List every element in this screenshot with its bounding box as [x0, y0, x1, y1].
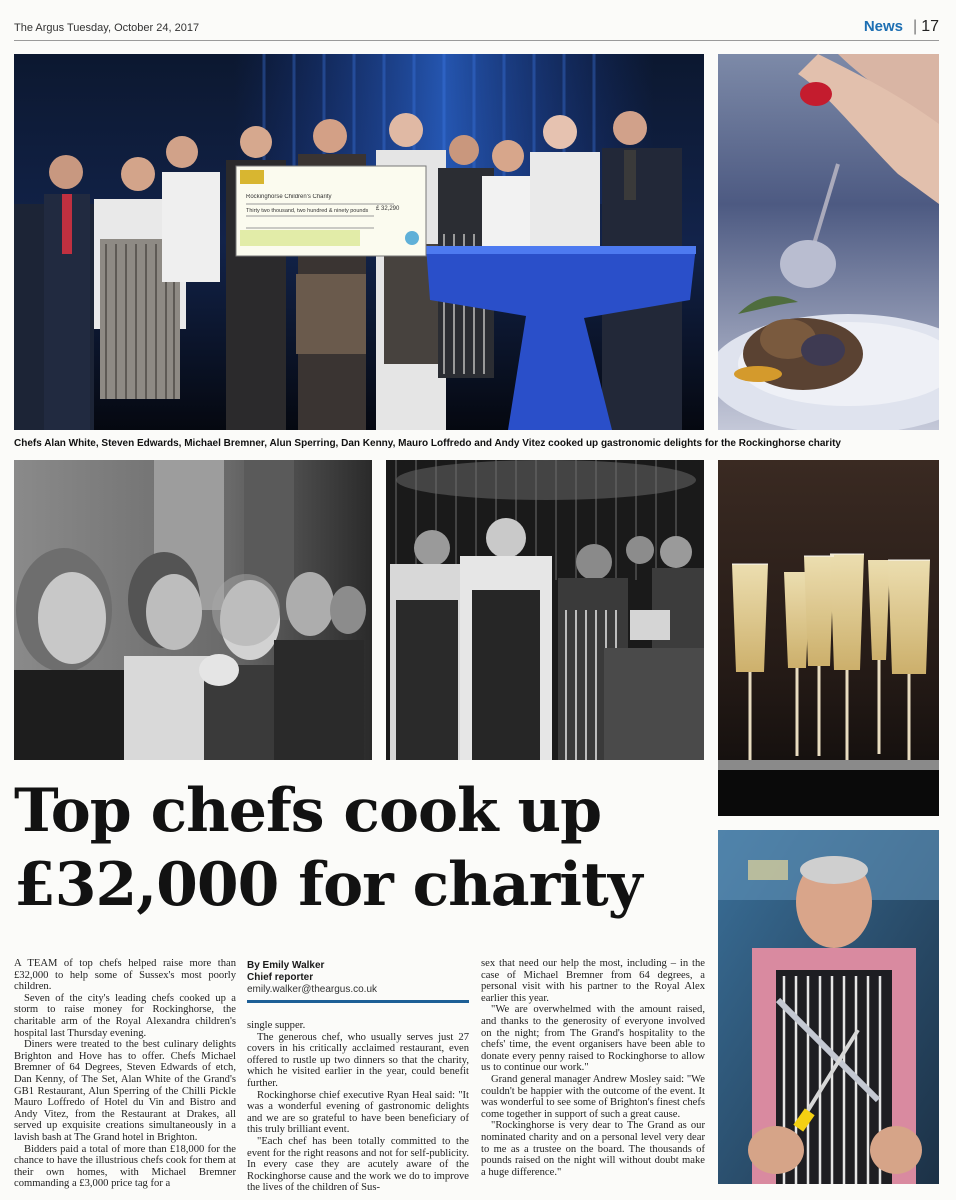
section-label: News	[863, 18, 903, 35]
headline-line-2: £32,000 for charity	[14, 850, 642, 920]
paragraph: single supper.	[247, 1020, 306, 1031]
headline	[14, 774, 704, 922]
paragraph: "We are overwhelmed with the amount raised, and thanks to the generosity of everyone involved on the night; from The Grand's hospitality to the chefs' time, the event organisers have been able to donate every penny raised to Rockinghorse to allow us to continue our work."	[481, 1004, 705, 1074]
page-number: | 17	[913, 18, 939, 36]
paragraph: "Each chef has been totally committed to the event for the right reasons and not for self-publicity. In every case they are acutely aware of the Rockinghorse cause and the work we do to improve the lives of the children of Sus-	[247, 1135, 469, 1194]
paragraph: The generous chef, who usually serves just 27 covers in his critically acclaimed restaurant, even offered to rustle up two dinners so that the charity, which he visited earlier in the year, could benefit further.	[247, 1031, 469, 1089]
photo-chefs-on-stage	[386, 460, 704, 760]
publication-date: The Argus Tuesday, October 24, 2017	[14, 22, 200, 34]
photo-dessert-spoon	[718, 54, 939, 430]
photo-audience-applauding	[14, 460, 372, 760]
photo-champagne-glasses	[718, 460, 939, 816]
paragraph: "Rockinghorse is very dear to The Grand as our nominated charity and on a personal level very dear to me as a trustee on the board. The thousands of pounds raised on the night will without doubt make a huge difference."	[481, 1120, 705, 1178]
article-column-1	[14, 958, 236, 1190]
author-email[interactable]: emily.walker@theargus.co.uk	[247, 984, 378, 995]
paragraph: sex that need our help the most, including – in the case of Michael Bremner from 64 degrees, a personal visit with his partner to the Royal Alex earlier this year.	[481, 958, 705, 1004]
paragraph: Diners were treated to the best culinary delights Brighton and Hove has to offer. Chefs Michael Bremner of 64 Degrees, Steven Edwards of etch, Dan Kenny, of The Set, Alan White of the Grand's GB1 Restaurant, Alun Sperring of the Chilli Pickle Mauro Loffredo of Hotel du Vin and Bistro and Andy Vitez, from the Restaurant at Drakes, all served up exquisite creations simultaneously in a lavish bash at The Grand hotel in Brighton.	[14, 1039, 236, 1143]
cheque-payee: Rockinghorse Children's Charity	[246, 194, 332, 200]
masthead	[14, 18, 939, 41]
paragraph: Bidders paid a total of more than £18,000 for the chance to have the illustrious chefs cook for them at their own homes, with Michael Bremner commanding a £3,000 price tag for a	[14, 1143, 236, 1190]
cheque-amount: £ 32,290	[376, 206, 400, 212]
headline-line-1: Top chefs cook up	[14, 776, 602, 846]
paragraph: A TEAM of top chefs helped raise more than £32,000 to help some of Sussex's most poorly children.	[14, 958, 236, 993]
paragraph: Grand general manager Andrew Mosley said: "We couldn't be happier with the outcome of the event. It was wonderful to see some of Brighton's finest chefs come together in support of such a great cause.	[481, 1073, 705, 1120]
photo-caption: Chefs Alan White, Steven Edwards, Michael Bremner, Alun Sperring, Dan Kenny, Mauro Loffredo and Andy Vitez cooked up gastronomic delights for the Rockinghorse charity	[14, 438, 841, 449]
paragraph: Seven of the city's leading chefs cooked up a storm to raise money for Rockinghorse, the charitable arm of the Royal Alexandra children's hospital last Thursday evening.	[14, 992, 236, 1039]
author-name: By Emily Walker	[247, 960, 325, 971]
main-photo-chefs-cheque	[14, 54, 704, 430]
byline	[247, 960, 469, 996]
cheque-words: Thirty two thousand, two hundred & ninety pounds	[246, 208, 369, 214]
paragraph: Rockinghorse chief executive Ryan Heal said: "It was a wonderful evening of gastronomic delights and we are so grateful to have been beneficiary of this truly brilliant event.	[247, 1089, 469, 1136]
photo-chef-with-knife	[718, 830, 939, 1184]
byline-rule	[247, 1000, 469, 1003]
article-column-3	[481, 958, 705, 1178]
author-role: Chief reporter	[247, 972, 314, 983]
article-column-2	[247, 1020, 469, 1194]
